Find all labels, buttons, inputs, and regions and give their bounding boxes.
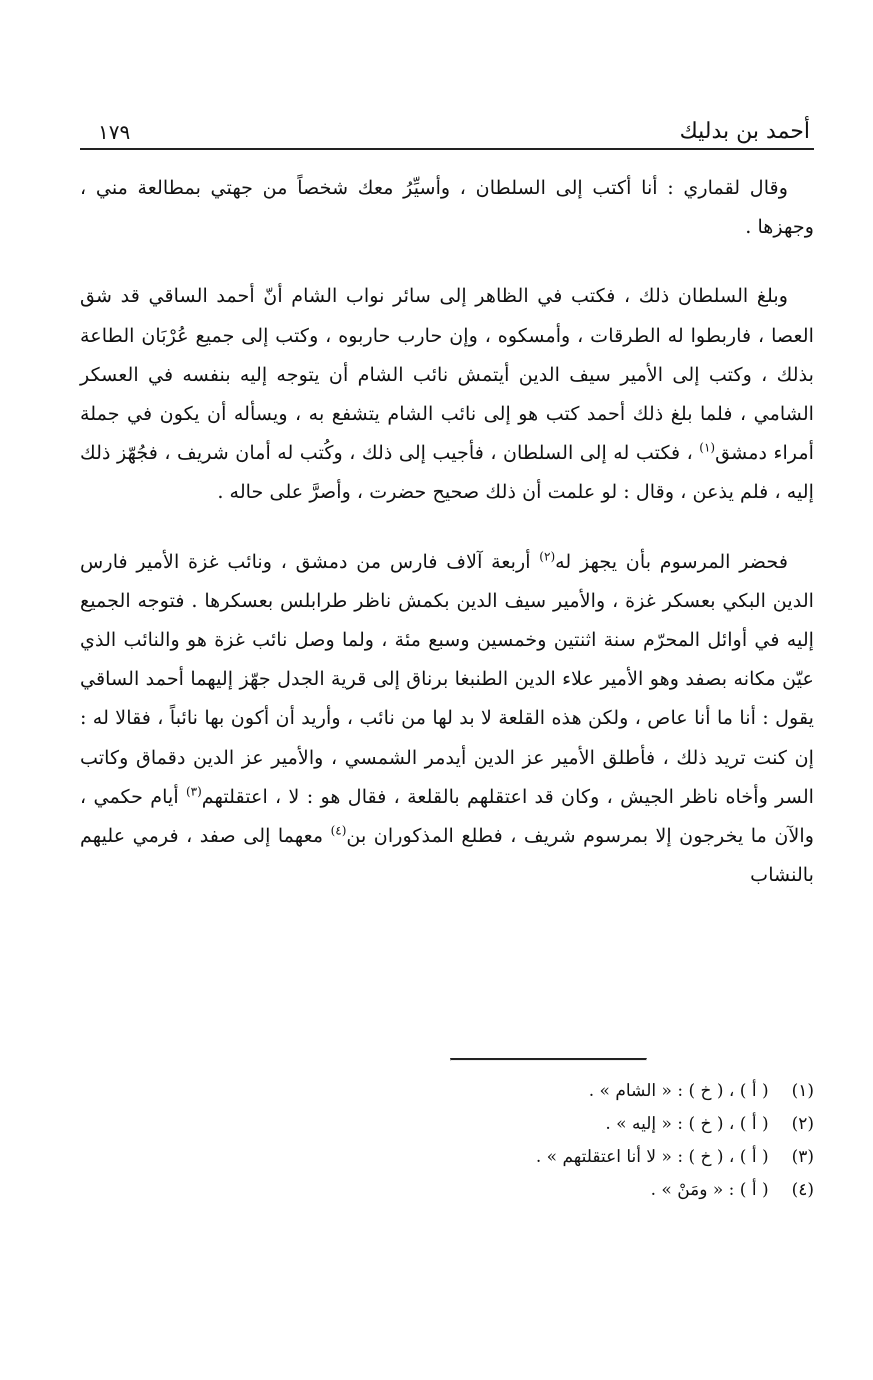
paragraph [80, 168, 814, 246]
body-text [80, 168, 814, 894]
page-content [80, 108, 814, 924]
paragraph-text: ، فكتب له إلى السلطان ، فأجيب إلى ذلك ، وكُتب له أمان شريف ، فجُهّز ذلك إليه ، فلم يذعن ، وقال : لو علمت أن ذلك صحيح حضرت ، وأصرَّ على حاله . [80, 441, 814, 504]
paragraph-text: معهما إلى صفد ، فرمي عليهم بالنشاب [80, 824, 814, 887]
footnotes [80, 1075, 814, 1207]
footnote-text: ( أ ) ، ( خ ) : « الشام » . [588, 1081, 769, 1101]
footnote-reference: (٢) [539, 549, 556, 564]
footnote [80, 1108, 814, 1141]
footnote-text: ( أ ) ، ( خ ) : « لا أنا اعتقلتهم » . [535, 1147, 769, 1167]
running-title: أحمد بن بدليك [679, 119, 810, 144]
paragraph [80, 276, 814, 511]
paragraph-text: وبلغ السلطان ذلك ، فكتب في الظاهر إلى سائر نواب الشام أنّ أحمد الساقي قد شق العصا ، فاربطوا له الطرقات ، وأمسكوه ، وإن حارب حاربوه ، وكتب إلى جميع عُرْبَان الطاعة بذلك ، وكتب إلى الأمير سيف الدين أيتمش نائب الشام أن يتوجه إليه بنفسه في العسكر الشامي ، فلما بلغ ذلك أحمد كتب هو إلى نائب الشام يتشفع به ، ويسأله أن يكون في جملة أمراء دمشق [80, 284, 815, 465]
paragraph-text: فحضر المرسوم بأن يجهز له [555, 549, 788, 573]
footnote-reference: (٣) [185, 784, 202, 799]
footnote-text: ( أ ) : « ومَنْ » . [650, 1180, 769, 1200]
paragraph [80, 542, 814, 895]
running-header [80, 108, 814, 150]
footnote-number: (١) [791, 1081, 814, 1101]
paragraph-text: وقال لقماري : أنا أكتب إلى السلطان ، وأسيِّرُ معك شخصاً من جهتي بمطالعة مني ، وجهزها . [80, 176, 814, 239]
footnote-text: ( أ ) ، ( خ ) : « إليه » . [605, 1114, 769, 1134]
paragraph-text: أربعة آلاف فارس من دمشق ، ونائب غزة الأمير فارس الدين البكي بعسكر غزة ، والأمير سيف الدين بكمش ناظر طرابلس بعسكرها . فتوجه الجميع إليه في أوائل المحرّم سنة اثنتين وخمسين وسبع مئة ، ولما وصل نائب غزة هو والنائب الذي عيّن مكانه بصفد وهو الأمير علاء الدين الطنبغا برناق إلى قرية الجدل جهّز إليهما أحمد الساقي يقول : أنا ما أنا عاص ، ولكن هذه القلعة لا بد لها من نائب ، وأريد أن أكون بها نائباً ، فقالا له : إن كنت تريد ذلك ، فأطلق الأمير عز الدين أيدمر الشمسي ، والأمير عز الدين دقماق وكاتب السر وأخاه ناظر الجيش ، وكان قد اعتقلهم بالقلعة ، فقال هو : لا ، اعتقلتهم [80, 549, 814, 808]
paragraph-text: أيام حكمي ، والآن ما يخرجون إلا بمرسوم شريف ، فطلع المذكوران بن [80, 784, 814, 848]
page-number: ١٧٩ [98, 120, 131, 144]
footnote-reference: (٤) [330, 823, 347, 838]
footnote [80, 1141, 814, 1174]
footnote [80, 1075, 814, 1108]
footnote-number: (٢) [791, 1114, 814, 1134]
footnote-divider [450, 1058, 647, 1061]
footnote-number: (٤) [791, 1180, 814, 1200]
footnote-number: (٣) [791, 1147, 814, 1167]
footnote [80, 1174, 814, 1207]
footnote-reference: (١) [699, 440, 716, 455]
